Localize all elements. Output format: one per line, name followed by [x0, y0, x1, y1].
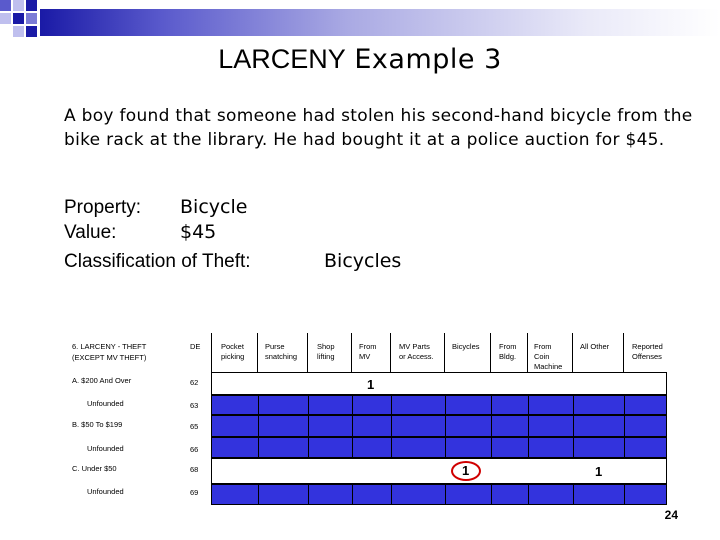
decorative-square [26, 0, 37, 11]
row-label-a: A. $200 And Over [72, 376, 132, 385]
page-number: 24 [664, 508, 678, 522]
cell-divider [573, 416, 574, 436]
header-divider [351, 333, 352, 373]
col-header-coin-machine [534, 342, 562, 372]
col-header-line: Machine [534, 362, 563, 371]
row-code: 65 [190, 422, 199, 431]
cell-divider [445, 396, 446, 414]
row-code: 62 [190, 378, 199, 387]
col-header-from-bldg [499, 342, 517, 362]
decorative-square [26, 26, 37, 37]
header-divider [572, 333, 573, 373]
de-header: DE [190, 342, 201, 351]
decorative-square [26, 13, 37, 24]
cell-divider [308, 438, 309, 457]
row-label-a-unfounded: Unfounded [87, 399, 124, 408]
header-divider [211, 333, 212, 373]
header-divider [444, 333, 445, 373]
cell-divider [308, 485, 309, 504]
col-header-line: Pocket [221, 342, 244, 351]
col-header-line: Purse [265, 342, 285, 351]
col-header-reported-offenses [632, 342, 663, 362]
col-header-line: All Other [580, 342, 610, 351]
col-header-line: From [534, 342, 552, 351]
cell-divider [352, 485, 353, 504]
title-bold: LARCENY [218, 44, 346, 74]
cell-divider [573, 485, 574, 504]
header-gradient-bar [40, 9, 720, 36]
row-a-unfounded-cells[interactable] [211, 395, 667, 415]
col-header-all-other [580, 342, 609, 352]
cell-divider [573, 396, 574, 414]
col-header-line: Offenses [632, 352, 662, 361]
decorative-square [13, 13, 24, 24]
header-divider [390, 333, 391, 373]
property-label: Property: [64, 197, 142, 218]
return-a-form [67, 333, 667, 505]
form-row-header-line: 6. LARCENY - THEFT [72, 342, 147, 351]
decorative-square [0, 0, 11, 11]
value-label: Value: [64, 222, 117, 243]
scenario-paragraph: A boy found that someone had stolen his second-hand bicycle from the bike rack at the library. He had bought it at a police auction for $45. [64, 106, 693, 150]
cell-divider [528, 416, 529, 436]
header-divider [527, 333, 528, 373]
col-header-line: Bicycles [452, 342, 480, 351]
row-b-unfounded-cells[interactable] [211, 437, 667, 458]
row-code: 68 [190, 465, 199, 474]
cell-divider [445, 485, 446, 504]
cell-divider [445, 438, 446, 457]
header-divider [490, 333, 491, 373]
row-label-c-unfounded: Unfounded [87, 487, 124, 496]
cell-divider [352, 438, 353, 457]
col-header-line: lifting [317, 352, 335, 361]
row-a-entry-cells[interactable] [211, 372, 667, 395]
entry-row-a: 1 [367, 377, 375, 392]
form-row-header [72, 342, 146, 363]
value-value: $45 [180, 221, 217, 243]
row-code: 66 [190, 445, 199, 454]
cell-divider [445, 416, 446, 436]
col-header-line: snatching [265, 352, 298, 361]
cell-divider [624, 438, 625, 457]
col-header-line: or Access. [399, 352, 434, 361]
cell-divider [258, 396, 259, 414]
cell-divider [258, 485, 259, 504]
cell-divider [528, 438, 529, 457]
cell-divider [491, 396, 492, 414]
cell-divider [258, 416, 259, 436]
title-rest: Example 3 [354, 44, 502, 75]
row-code: 63 [190, 401, 199, 410]
cell-divider [258, 438, 259, 457]
classification-label: Classification of Theft: [64, 251, 251, 272]
col-header-purse-snatching [265, 342, 297, 362]
cell-divider [491, 485, 492, 504]
row-code: 69 [190, 488, 199, 497]
col-header-line: From [499, 342, 517, 351]
cell-divider [624, 396, 625, 414]
cell-divider [528, 485, 529, 504]
cell-divider [391, 416, 392, 436]
decorative-square [13, 0, 24, 11]
col-header-line: MV [359, 352, 371, 361]
row-c-unfounded-cells[interactable] [211, 484, 667, 505]
entry-row-c-all-other: 1 [595, 464, 603, 479]
col-header-line: Shop [317, 342, 335, 351]
row-b-entry-cells[interactable] [211, 415, 667, 437]
cell-divider [528, 396, 529, 414]
decorative-square [0, 13, 11, 24]
cell-divider [352, 396, 353, 414]
slide-title [0, 44, 720, 75]
col-header-line: From [359, 342, 377, 351]
header-divider [307, 333, 308, 373]
cell-divider [391, 438, 392, 457]
col-header-line: picking [221, 352, 245, 361]
cell-divider [352, 416, 353, 436]
col-header-mv-parts [399, 342, 434, 362]
header-divider [623, 333, 624, 373]
header-divider [257, 333, 258, 373]
decorative-square [13, 26, 24, 37]
cell-divider [624, 485, 625, 504]
row-label-b: B. $50 To $199 [72, 420, 123, 429]
col-header-pocket-picking [221, 342, 244, 362]
row-label-b-unfounded: Unfounded [87, 444, 124, 453]
cell-divider [491, 438, 492, 457]
cell-divider [573, 438, 574, 457]
col-header-line: Bldg. [499, 352, 517, 361]
col-header-line: Coin [534, 352, 550, 361]
form-row-header-line: (EXCEPT MV THEFT) [72, 353, 147, 362]
property-value: Bicycle [180, 196, 248, 218]
col-header-shop-lifting [317, 342, 335, 362]
entry-row-c-bicycles: 1 [462, 463, 470, 478]
col-header-from-mv [359, 342, 377, 362]
cell-divider [391, 485, 392, 504]
cell-divider [308, 396, 309, 414]
col-header-line: MV Parts [399, 342, 430, 351]
row-label-c: C. Under $50 [72, 464, 117, 473]
cell-divider [391, 396, 392, 414]
col-header-bicycles [452, 342, 480, 352]
classification-value: Bicycles [324, 250, 402, 272]
cell-divider [308, 416, 309, 436]
cell-divider [624, 416, 625, 436]
col-header-line: Reported [632, 342, 663, 351]
cell-divider [491, 416, 492, 436]
